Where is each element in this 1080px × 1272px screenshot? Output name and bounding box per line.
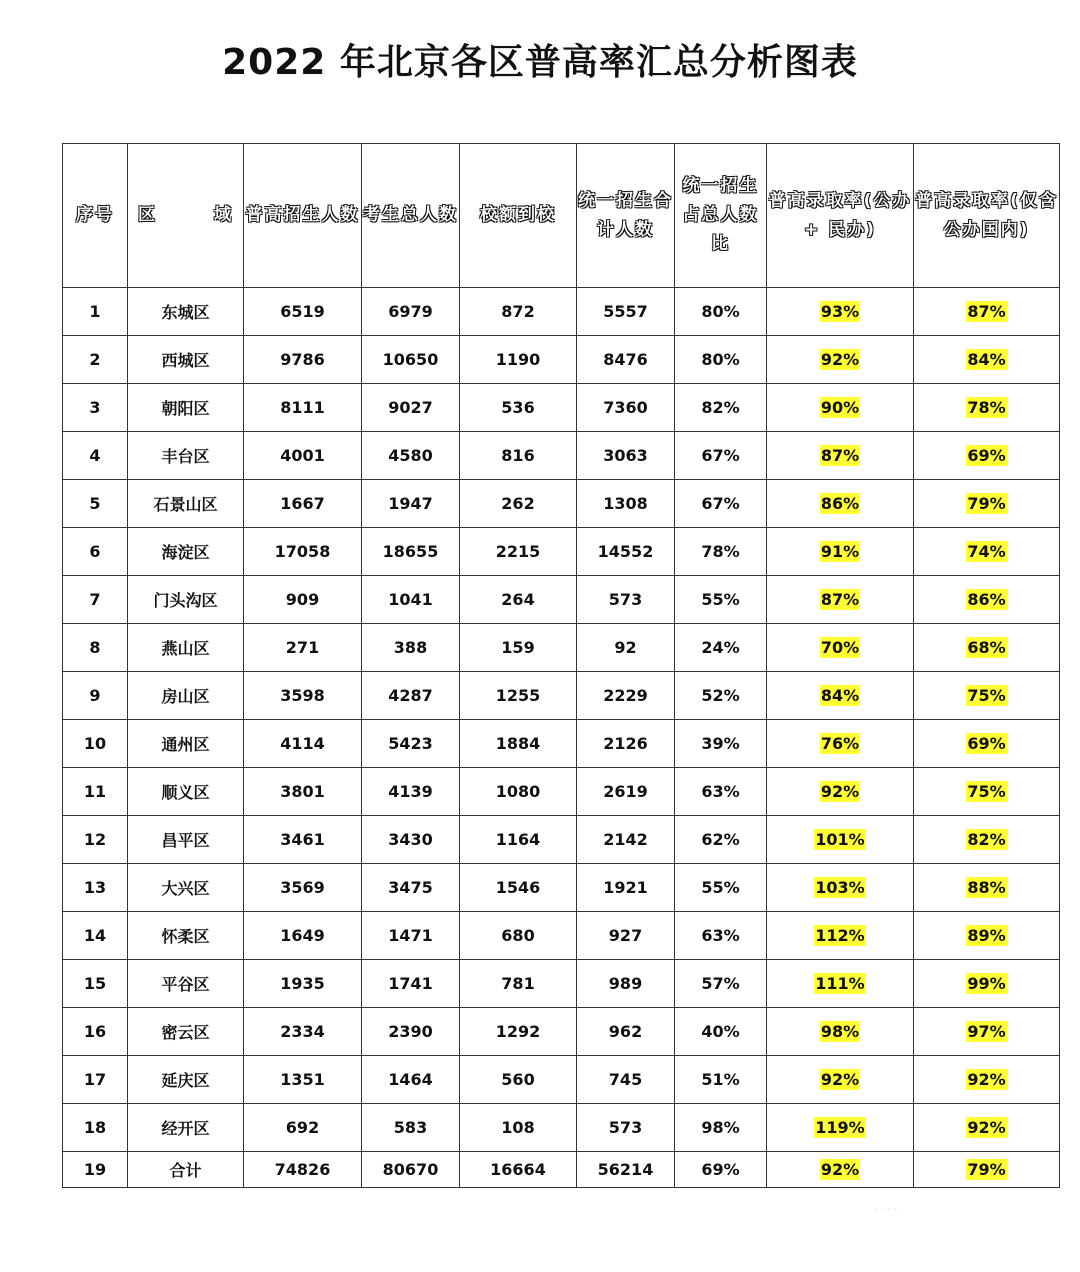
highlighted-value: 98%: [820, 1022, 860, 1041]
cell-candidates: 2390: [362, 1008, 460, 1056]
table-row: [63, 1008, 1060, 1056]
table-row: [63, 960, 1060, 1008]
cell-rate-public: [914, 624, 1060, 672]
highlighted-value: 119%: [815, 1118, 865, 1137]
cell-index: 17: [63, 1056, 128, 1104]
cell-enroll: 3569: [244, 864, 362, 912]
cell-rate-all: [767, 576, 914, 624]
cell-quota: 1164: [460, 816, 577, 864]
cell-rate-public: [914, 1008, 1060, 1056]
cell-unified: 5557: [577, 288, 675, 336]
cell-unified: 3063: [577, 432, 675, 480]
table-row: [63, 912, 1060, 960]
cell-unified: 745: [577, 1056, 675, 1104]
cell-quota: 159: [460, 624, 577, 672]
cell-candidates: 1471: [362, 912, 460, 960]
cell-enroll: 1351: [244, 1056, 362, 1104]
cell-district: 顺义区: [128, 768, 244, 816]
highlighted-value: 87%: [820, 590, 860, 609]
cell-rate-public: [914, 336, 1060, 384]
cell-ratio: 52%: [675, 672, 767, 720]
cell-unified: 56214: [577, 1152, 675, 1188]
cell-quota: 16664: [460, 1152, 577, 1188]
highlighted-value: 68%: [967, 638, 1006, 657]
cell-candidates: 4287: [362, 672, 460, 720]
cell-enroll: 3461: [244, 816, 362, 864]
highlighted-value: 90%: [820, 398, 860, 417]
highlighted-value: 112%: [815, 926, 865, 945]
highlighted-value: 93%: [820, 302, 860, 321]
cell-district: 通州区: [128, 720, 244, 768]
cell-rate-all: [767, 1056, 914, 1104]
cell-ratio: 78%: [675, 528, 767, 576]
highlighted-value: 79%: [967, 1160, 1006, 1179]
cell-district: 延庆区: [128, 1056, 244, 1104]
cell-quota: 264: [460, 576, 577, 624]
cell-rate-public: [914, 528, 1060, 576]
cell-candidates: 3430: [362, 816, 460, 864]
cell-candidates: 18655: [362, 528, 460, 576]
cell-rate-public: [914, 672, 1060, 720]
cell-enroll: 6519: [244, 288, 362, 336]
cell-quota: 1190: [460, 336, 577, 384]
cell-district: 昌平区: [128, 816, 244, 864]
highlighted-value: 78%: [967, 398, 1006, 417]
cell-ratio: 82%: [675, 384, 767, 432]
cell-district: 合计: [128, 1152, 244, 1188]
cell-index: 6: [63, 528, 128, 576]
watermark-dots: · · · ·: [875, 1205, 898, 1216]
cell-rate-public: [914, 384, 1060, 432]
highlighted-value: 91%: [820, 542, 860, 561]
cell-index: 5: [63, 480, 128, 528]
cell-ratio: 40%: [675, 1008, 767, 1056]
header-idx: 序号: [63, 144, 128, 288]
table-row: [63, 768, 1060, 816]
cell-enroll: 1649: [244, 912, 362, 960]
header-ratio: 统一招生占总人数比: [675, 144, 767, 288]
cell-rate-all: [767, 624, 914, 672]
header-unified: 统一招生合计人数: [577, 144, 675, 288]
cell-district: 经开区: [128, 1104, 244, 1152]
header-row: [63, 144, 1060, 288]
cell-district: 朝阳区: [128, 384, 244, 432]
cell-index: 19: [63, 1152, 128, 1188]
page-title: 2022 年北京各区普高率汇总分析图表: [222, 42, 858, 83]
cell-district: 怀柔区: [128, 912, 244, 960]
cell-index: 7: [63, 576, 128, 624]
cell-quota: 1080: [460, 768, 577, 816]
cell-rate-public: [914, 864, 1060, 912]
table-row: [63, 288, 1060, 336]
cell-candidates: 4139: [362, 768, 460, 816]
header-district-b: 域: [214, 205, 233, 225]
cell-district: 丰台区: [128, 432, 244, 480]
cell-unified: 92: [577, 624, 675, 672]
cell-quota: 1884: [460, 720, 577, 768]
cell-quota: 1546: [460, 864, 577, 912]
highlighted-value: 111%: [815, 974, 865, 993]
cell-rate-all: [767, 384, 914, 432]
cell-rate-public: [914, 1152, 1060, 1188]
highlighted-value: 86%: [967, 590, 1006, 609]
cell-ratio: 55%: [675, 864, 767, 912]
cell-rate-public: [914, 768, 1060, 816]
cell-district: 燕山区: [128, 624, 244, 672]
cell-rate-all: [767, 336, 914, 384]
header-rate-public: 普高录取率(仅含公办国内): [914, 144, 1060, 288]
table-row: [63, 480, 1060, 528]
table-row: [63, 576, 1060, 624]
cell-candidates: 583: [362, 1104, 460, 1152]
cell-unified: 8476: [577, 336, 675, 384]
cell-index: 11: [63, 768, 128, 816]
highlighted-value: 92%: [967, 1118, 1006, 1137]
cell-candidates: 5423: [362, 720, 460, 768]
header-enroll: 普高招生人数: [244, 144, 362, 288]
cell-unified: 962: [577, 1008, 675, 1056]
cell-candidates: 1741: [362, 960, 460, 1008]
cell-enroll: 4114: [244, 720, 362, 768]
cell-enroll: 4001: [244, 432, 362, 480]
table-row: [63, 864, 1060, 912]
header-rate-all: 普高录取率(公办 + 民办): [767, 144, 914, 288]
cell-quota: 1255: [460, 672, 577, 720]
highlighted-value: 97%: [967, 1022, 1006, 1041]
cell-rate-public: [914, 288, 1060, 336]
cell-rate-all: [767, 672, 914, 720]
cell-unified: 7360: [577, 384, 675, 432]
cell-ratio: 69%: [675, 1152, 767, 1188]
highlighted-value: 92%: [820, 1070, 860, 1089]
cell-candidates: 3475: [362, 864, 460, 912]
cell-index: 10: [63, 720, 128, 768]
table-row: [63, 1152, 1060, 1188]
highlighted-value: 69%: [967, 734, 1006, 753]
cell-unified: 1308: [577, 480, 675, 528]
cell-quota: 108: [460, 1104, 577, 1152]
cell-ratio: 62%: [675, 816, 767, 864]
cell-index: 12: [63, 816, 128, 864]
header-district: [128, 144, 244, 288]
cell-rate-public: [914, 912, 1060, 960]
cell-rate-public: [914, 960, 1060, 1008]
cell-enroll: 8111: [244, 384, 362, 432]
table-row: [63, 528, 1060, 576]
cell-unified: 14552: [577, 528, 675, 576]
cell-rate-public: [914, 816, 1060, 864]
cell-unified: 1921: [577, 864, 675, 912]
table-row: [63, 1104, 1060, 1152]
cell-unified: 2126: [577, 720, 675, 768]
highlighted-value: 84%: [820, 686, 860, 705]
cell-district: 东城区: [128, 288, 244, 336]
cell-quota: 536: [460, 384, 577, 432]
cell-rate-public: [914, 432, 1060, 480]
cell-enroll: 17058: [244, 528, 362, 576]
cell-ratio: 80%: [675, 336, 767, 384]
highlighted-value: 92%: [820, 350, 860, 369]
cell-candidates: 388: [362, 624, 460, 672]
highlighted-value: 92%: [820, 782, 860, 801]
cell-quota: 2215: [460, 528, 577, 576]
table-row: [63, 672, 1060, 720]
cell-candidates: 4580: [362, 432, 460, 480]
cell-rate-all: [767, 480, 914, 528]
highlighted-value: 101%: [815, 830, 865, 849]
cell-rate-all: [767, 288, 914, 336]
cell-candidates: 1041: [362, 576, 460, 624]
table-row: [63, 624, 1060, 672]
cell-unified: 927: [577, 912, 675, 960]
header-district-a: 区: [138, 205, 157, 225]
cell-rate-all: [767, 1008, 914, 1056]
cell-district: 密云区: [128, 1008, 244, 1056]
cell-ratio: 39%: [675, 720, 767, 768]
cell-ratio: 51%: [675, 1056, 767, 1104]
cell-unified: 2619: [577, 768, 675, 816]
cell-candidates: 1947: [362, 480, 460, 528]
cell-unified: 2229: [577, 672, 675, 720]
cell-ratio: 57%: [675, 960, 767, 1008]
highlighted-value: 75%: [967, 782, 1006, 801]
cell-ratio: 24%: [675, 624, 767, 672]
cell-candidates: 10650: [362, 336, 460, 384]
table-row: [63, 720, 1060, 768]
cell-district: 房山区: [128, 672, 244, 720]
cell-ratio: 80%: [675, 288, 767, 336]
cell-index: 2: [63, 336, 128, 384]
highlighted-value: 84%: [967, 350, 1006, 369]
cell-index: 18: [63, 1104, 128, 1152]
highlighted-value: 69%: [967, 446, 1006, 465]
header-candidates: 考生总人数: [362, 144, 460, 288]
cell-rate-public: [914, 1104, 1060, 1152]
cell-rate-all: [767, 720, 914, 768]
cell-unified: 573: [577, 1104, 675, 1152]
district-rate-table: [62, 143, 1060, 1188]
cell-quota: 1292: [460, 1008, 577, 1056]
cell-candidates: 1464: [362, 1056, 460, 1104]
cell-rate-all: [767, 816, 914, 864]
cell-ratio: 67%: [675, 480, 767, 528]
highlighted-value: 99%: [967, 974, 1006, 993]
cell-district: 平谷区: [128, 960, 244, 1008]
cell-index: 9: [63, 672, 128, 720]
cell-enroll: 909: [244, 576, 362, 624]
highlighted-value: 92%: [967, 1070, 1006, 1089]
cell-enroll: 1667: [244, 480, 362, 528]
highlighted-value: 86%: [820, 494, 860, 513]
cell-quota: 872: [460, 288, 577, 336]
cell-enroll: 74826: [244, 1152, 362, 1188]
cell-rate-all: [767, 1152, 914, 1188]
cell-enroll: 271: [244, 624, 362, 672]
cell-index: 13: [63, 864, 128, 912]
table-row: [63, 816, 1060, 864]
cell-ratio: 55%: [675, 576, 767, 624]
highlighted-value: 87%: [820, 446, 860, 465]
cell-candidates: 80670: [362, 1152, 460, 1188]
cell-quota: 781: [460, 960, 577, 1008]
cell-candidates: 9027: [362, 384, 460, 432]
cell-district: 门头沟区: [128, 576, 244, 624]
cell-quota: 680: [460, 912, 577, 960]
cell-ratio: 67%: [675, 432, 767, 480]
cell-unified: 989: [577, 960, 675, 1008]
cell-candidates: 6979: [362, 288, 460, 336]
cell-quota: 560: [460, 1056, 577, 1104]
highlighted-value: 79%: [967, 494, 1006, 513]
highlighted-value: 88%: [967, 878, 1006, 897]
cell-rate-all: [767, 1104, 914, 1152]
table-body: [63, 288, 1060, 1188]
cell-rate-public: [914, 720, 1060, 768]
cell-district: 西城区: [128, 336, 244, 384]
table-row: [63, 384, 1060, 432]
table-row: [63, 1056, 1060, 1104]
cell-index: 8: [63, 624, 128, 672]
cell-rate-all: [767, 912, 914, 960]
header-quota: 校额到校: [460, 144, 577, 288]
highlighted-value: 74%: [967, 542, 1006, 561]
cell-enroll: 3801: [244, 768, 362, 816]
highlighted-value: 75%: [967, 686, 1006, 705]
highlighted-value: 89%: [967, 926, 1006, 945]
cell-index: 16: [63, 1008, 128, 1056]
cell-index: 4: [63, 432, 128, 480]
cell-enroll: 3598: [244, 672, 362, 720]
highlighted-value: 76%: [820, 734, 860, 753]
cell-rate-public: [914, 1056, 1060, 1104]
cell-index: 1: [63, 288, 128, 336]
cell-enroll: 9786: [244, 336, 362, 384]
highlighted-value: 82%: [967, 830, 1006, 849]
cell-quota: 262: [460, 480, 577, 528]
highlighted-value: 92%: [820, 1160, 860, 1179]
cell-index: 3: [63, 384, 128, 432]
cell-rate-all: [767, 960, 914, 1008]
cell-index: 14: [63, 912, 128, 960]
cell-rate-all: [767, 432, 914, 480]
cell-ratio: 98%: [675, 1104, 767, 1152]
cell-unified: 2142: [577, 816, 675, 864]
cell-district: 海淀区: [128, 528, 244, 576]
cell-enroll: 1935: [244, 960, 362, 1008]
cell-rate-all: [767, 528, 914, 576]
highlighted-value: 103%: [815, 878, 865, 897]
table-row: [63, 432, 1060, 480]
cell-rate-all: [767, 768, 914, 816]
cell-rate-all: [767, 864, 914, 912]
cell-district: 大兴区: [128, 864, 244, 912]
table-row: [63, 336, 1060, 384]
highlighted-value: 70%: [820, 638, 860, 657]
cell-enroll: 2334: [244, 1008, 362, 1056]
cell-quota: 816: [460, 432, 577, 480]
cell-enroll: 692: [244, 1104, 362, 1152]
highlighted-value: 87%: [967, 302, 1006, 321]
cell-rate-public: [914, 480, 1060, 528]
cell-district: 石景山区: [128, 480, 244, 528]
cell-ratio: 63%: [675, 768, 767, 816]
cell-ratio: 63%: [675, 912, 767, 960]
cell-index: 15: [63, 960, 128, 1008]
cell-unified: 573: [577, 576, 675, 624]
cell-rate-public: [914, 576, 1060, 624]
